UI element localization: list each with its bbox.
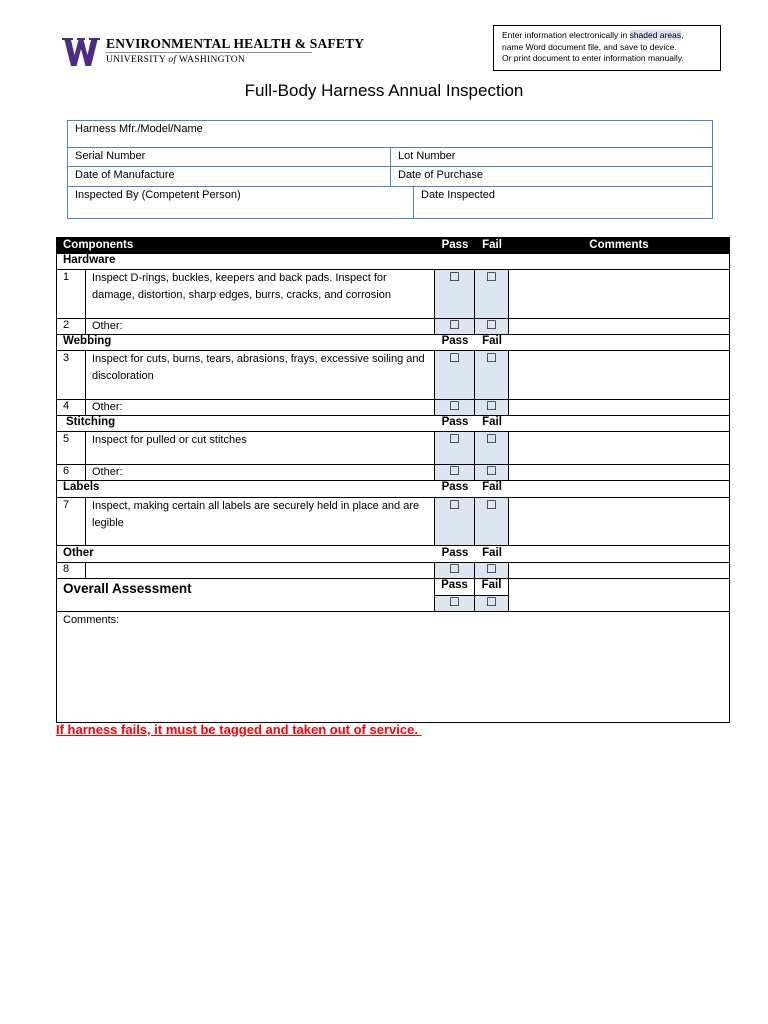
logo-univ-pre: UNIVERSITY xyxy=(106,55,166,65)
comments-cell[interactable] xyxy=(509,319,729,335)
inspection-table xyxy=(56,237,730,723)
col-fail-header: Fail xyxy=(482,239,502,251)
fail-checkbox[interactable]: ☐ xyxy=(475,319,509,335)
logo-university xyxy=(106,55,245,65)
pass-checkbox[interactable]: ☐ xyxy=(435,432,475,465)
col-comments-header: Comments xyxy=(589,239,649,251)
overall-fail-checkbox[interactable]: ☐ xyxy=(475,596,509,612)
comments-label: Comments: xyxy=(63,614,120,626)
warning-text: If harness fails, it must be tagged and taken out of service. xyxy=(56,722,422,737)
section-spacer xyxy=(509,335,729,351)
row-number: 3 xyxy=(57,351,86,400)
comments-cell[interactable] xyxy=(509,465,729,481)
comments-cell[interactable] xyxy=(509,400,729,416)
pass-checkbox[interactable]: ☐ xyxy=(435,400,475,416)
instructions-line1-post: , xyxy=(681,30,684,40)
instructions-box xyxy=(493,25,721,71)
pass-label: Pass xyxy=(435,335,475,351)
serial-field[interactable] xyxy=(68,148,391,167)
pass-checkbox[interactable]: ☐ xyxy=(435,465,475,481)
manufacture-date-field[interactable] xyxy=(68,167,391,187)
section-webbing: Webbing xyxy=(57,335,435,351)
fail-label: Fail xyxy=(475,416,509,432)
instructions-line-3: Or print document to enter information manually. xyxy=(502,53,684,63)
pass-label: Pass xyxy=(435,416,475,432)
instructions-highlight: shaded areas xyxy=(629,30,682,40)
table-header xyxy=(57,238,729,254)
pass-checkbox[interactable]: ☐ xyxy=(435,270,475,319)
fail-checkbox[interactable]: ☐ xyxy=(475,465,509,481)
instructions-line-2: name Word document file, and save to device. xyxy=(502,41,677,52)
inspection-item-text[interactable] xyxy=(86,563,435,579)
instructions-line-1 xyxy=(502,30,712,42)
comments-box[interactable] xyxy=(57,612,729,722)
page-title: Full-Body Harness Annual Inspection xyxy=(244,81,524,100)
inspected-by-label: Inspected By (Competent Person) xyxy=(75,189,241,201)
fail-checkbox[interactable]: ☐ xyxy=(475,351,509,400)
pass-checkbox[interactable]: ☐ xyxy=(435,563,475,579)
pass-checkbox[interactable]: ☐ xyxy=(435,319,475,335)
inspection-item-text: Inspect for pulled or cut stitches xyxy=(86,432,435,465)
logo-univ-of: of xyxy=(168,55,177,65)
logo-org-name: ENVIRONMENTAL HEALTH & SAFETY xyxy=(106,36,365,51)
date-inspected-label: Date Inspected xyxy=(421,189,495,201)
manufacture-date-label: Date of Manufacture xyxy=(75,169,175,181)
pass-checkbox[interactable]: ☐ xyxy=(435,498,475,546)
uw-logo-icon xyxy=(62,38,100,66)
comments-cell[interactable] xyxy=(509,498,729,546)
purchase-date-field[interactable] xyxy=(391,167,712,187)
purchase-date-label: Date of Purchase xyxy=(398,169,483,181)
logo-univ-post: WASHINGTON xyxy=(178,55,246,65)
section-labels: Labels xyxy=(57,481,435,498)
inspection-item-text: Other: xyxy=(86,465,435,481)
section-spacer xyxy=(509,546,729,563)
fail-label: Fail xyxy=(475,579,509,596)
overall-spacer xyxy=(509,579,729,612)
comments-cell[interactable] xyxy=(509,351,729,400)
overall-assessment-label: Overall Assessment xyxy=(57,579,435,612)
comments-cell[interactable] xyxy=(509,563,729,579)
section-other: Other xyxy=(57,546,435,563)
fail-checkbox[interactable]: ☐ xyxy=(475,498,509,546)
mfr-label: Harness Mfr./Model/Name xyxy=(75,123,203,135)
inspected-by-field[interactable] xyxy=(68,187,414,218)
fail-checkbox[interactable]: ☐ xyxy=(475,563,509,579)
row-number: 4 xyxy=(57,400,86,416)
inspection-item-text: Inspect for cuts, burns, tears, abrasions, frays, excessive soiling and discoloration xyxy=(86,351,435,400)
row-number: 7 xyxy=(57,498,86,546)
comments-cell[interactable] xyxy=(509,432,729,465)
lot-field[interactable] xyxy=(391,148,712,167)
pass-label: Pass xyxy=(435,481,475,498)
logo-divider xyxy=(106,52,312,53)
date-inspected-field[interactable] xyxy=(414,187,712,218)
fail-label: Fail xyxy=(475,546,509,563)
fail-checkbox[interactable]: ☐ xyxy=(475,432,509,465)
pass-label: Pass xyxy=(435,546,475,563)
instructions-line1-pre: Enter information electronically in xyxy=(502,30,630,40)
section-spacer xyxy=(509,481,729,498)
fail-checkbox[interactable]: ☐ xyxy=(475,400,509,416)
pass-label: Pass xyxy=(435,579,475,596)
overall-pass-checkbox[interactable]: ☐ xyxy=(435,596,475,612)
row-number: 5 xyxy=(57,432,86,465)
fail-label: Fail xyxy=(475,335,509,351)
lot-label: Lot Number xyxy=(398,150,456,162)
section-spacer xyxy=(509,416,729,432)
inspection-item-text: Inspect, making certain all labels are securely held in place and are legible xyxy=(86,498,435,546)
fail-checkbox[interactable]: ☐ xyxy=(475,270,509,319)
row-number: 6 xyxy=(57,465,86,481)
inspection-item-text: Other: xyxy=(86,400,435,416)
row-number: 2 xyxy=(57,319,86,335)
comments-cell[interactable] xyxy=(509,270,729,319)
section-hardware: Hardware xyxy=(57,254,729,270)
serial-label: Serial Number xyxy=(75,150,146,162)
harness-info-table xyxy=(67,120,713,219)
col-pass-header: Pass xyxy=(441,239,469,251)
col-components-header: Components xyxy=(63,239,134,251)
pass-checkbox[interactable]: ☐ xyxy=(435,351,475,400)
inspection-item-text: Inspect D-rings, buckles, keepers and back pads. Inspect for damage, distortion, sharp edges, burrs, cracks, and corrosion xyxy=(86,270,435,319)
inspection-item-text: Other: xyxy=(86,319,435,335)
row-number: 1 xyxy=(57,270,86,319)
row-number: 8 xyxy=(57,563,86,579)
mfr-field[interactable] xyxy=(68,121,712,148)
section-stitching: Stitching xyxy=(57,416,435,432)
fail-label: Fail xyxy=(475,481,509,498)
